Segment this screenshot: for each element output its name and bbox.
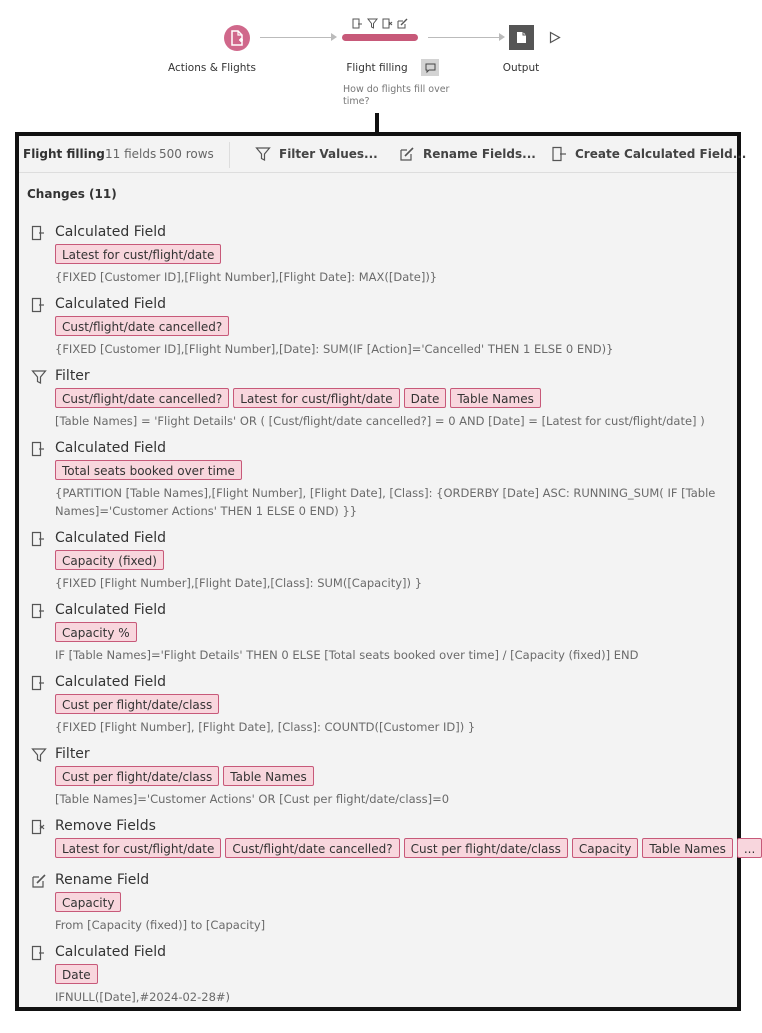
run-play-icon[interactable]: [549, 31, 561, 44]
toolbar-divider: [229, 142, 230, 168]
change-type: Filter: [55, 368, 90, 384]
flow-connector: [428, 37, 500, 38]
field-chip[interactable]: Table Names: [642, 838, 733, 858]
comment-icon: [425, 63, 436, 73]
field-chip[interactable]: Latest for cust/flight/date: [55, 838, 221, 858]
node-label-flight-filling: Flight filling: [346, 62, 408, 74]
field-chip[interactable]: Capacity %: [55, 622, 137, 642]
changes-panel: [15, 132, 756, 1011]
change-expression: From [Capacity (fixed)] to [Capacity]: [55, 918, 266, 932]
add-file-icon: [230, 30, 244, 46]
rename-field-icon: [31, 873, 47, 893]
node-label-actions-flights: Actions & Flights: [168, 62, 256, 74]
change-type: Calculated Field: [55, 224, 167, 240]
comment-button[interactable]: [421, 59, 439, 76]
document-icon: [516, 31, 527, 44]
clean-step-node-flight-filling[interactable]: [342, 34, 418, 41]
field-chips: [55, 964, 98, 984]
change-type: Calculated Field: [55, 530, 167, 546]
field-chips: [55, 622, 137, 642]
calc-field-icon: [31, 531, 45, 551]
change-type: Calculated Field: [55, 674, 167, 690]
field-chip[interactable]: Date: [55, 964, 98, 984]
rename-field-icon: [399, 146, 415, 162]
rename-field-icon: [397, 18, 408, 29]
calc-field-icon: [31, 945, 45, 965]
filter-values-button[interactable]: [255, 136, 378, 172]
field-chips: [55, 316, 229, 336]
node-label-output: Output: [502, 62, 540, 74]
field-chip[interactable]: Cust per flight/date/class: [55, 694, 219, 714]
change-expression: {PARTITION [Table Names],[Flight Number], [Flight Date], [Class]: {ORDERBY [Date] ASC: RUNNING_SUM( IF [Table Names]='Customer Actions' THEN 1 ELSE 0 END) }}: [55, 486, 716, 518]
remove-field-icon: [31, 819, 46, 839]
rename-fields-label: Rename Fields...: [423, 147, 536, 161]
step-change-icons: [352, 18, 408, 29]
step-description: How do flights fill over time?: [343, 84, 450, 107]
flow-connector: [260, 37, 332, 38]
calc-field-icon: [551, 146, 567, 162]
field-chips: [55, 766, 314, 786]
field-chip[interactable]: Table Names: [450, 388, 541, 408]
calc-field-icon: [31, 675, 45, 695]
field-chip[interactable]: Cust/flight/date cancelled?: [55, 316, 229, 336]
change-expression: [Table Names] = 'Flight Details' OR ( [Cust/flight/date cancelled?] = 0 AND [Date] = [Latest for cust/flight/date] ): [55, 414, 705, 428]
change-expression: {FIXED [Flight Number],[Flight Date],[Class]: SUM([Capacity]) }: [55, 576, 423, 590]
field-chip[interactable]: Cust/flight/date cancelled?: [225, 838, 399, 858]
field-chip[interactable]: Latest for cust/flight/date: [55, 244, 221, 264]
filter-values-label: Filter Values...: [279, 147, 378, 161]
step-name: Flight filling: [23, 147, 105, 161]
flow-arrow: [331, 33, 337, 41]
change-expression: {FIXED [Customer ID],[Flight Number],[Flight Date]: MAX([Date])}: [55, 270, 438, 284]
change-type: Calculated Field: [55, 944, 167, 960]
field-chip[interactable]: Date: [404, 388, 447, 408]
calc-field-icon: [31, 297, 45, 317]
change-type: Rename Field: [55, 872, 150, 888]
flow-pane: [0, 0, 756, 130]
field-chip[interactable]: Total seats booked over time: [55, 460, 242, 480]
change-type: Remove Fields: [55, 818, 156, 834]
field-chips: [55, 838, 762, 858]
flow-arrow: [499, 33, 505, 41]
change-expression: IF [Table Names]='Flight Details' THEN 0 ELSE [Total seats booked over time] / [Capacity (fixed)] END: [55, 648, 639, 662]
row-count: 500 rows: [159, 147, 214, 161]
change-expression: {FIXED [Customer ID],[Flight Number],[Date]: SUM(IF [Action]='Cancelled' THEN 1 ELSE 0 END)}: [55, 342, 614, 356]
field-chip[interactable]: Capacity (fixed): [55, 550, 164, 570]
change-expression: {FIXED [Flight Number], [Flight Date], [Class]: COUNTD([Customer ID]) }: [55, 720, 476, 734]
create-calculated-field-label: Create Calculated Field...: [575, 147, 747, 161]
field-chip[interactable]: Cust per flight/date/class: [404, 838, 568, 858]
remove-field-icon: [382, 18, 393, 29]
calc-field-icon: [31, 603, 45, 623]
field-chip[interactable]: Capacity: [572, 838, 638, 858]
field-chips: [55, 694, 219, 714]
field-chip[interactable]: ...: [737, 838, 762, 858]
change-expression: IFNULL([Date],#2024-02-28#): [55, 990, 231, 1004]
calc-field-icon: [31, 441, 45, 461]
calc-field-icon: [352, 18, 363, 29]
selection-pointer: [375, 113, 379, 134]
filter-icon: [31, 747, 47, 767]
change-type: Calculated Field: [55, 296, 167, 312]
filter-icon: [367, 18, 378, 29]
panel-toolbar: [19, 136, 747, 173]
field-chips: [55, 388, 541, 408]
filter-icon: [255, 146, 271, 162]
field-chip[interactable]: Table Names: [223, 766, 314, 786]
field-count: 11 fields: [105, 147, 157, 161]
field-chips: [55, 244, 221, 264]
filter-icon: [31, 369, 47, 389]
changes-header: Changes (11): [27, 187, 117, 201]
change-type: Calculated Field: [55, 602, 167, 618]
field-chips: [55, 550, 164, 570]
change-type: Calculated Field: [55, 440, 167, 456]
field-chip[interactable]: Latest for cust/flight/date: [233, 388, 399, 408]
rename-fields-button[interactable]: [399, 136, 536, 172]
field-chip[interactable]: Cust/flight/date cancelled?: [55, 388, 229, 408]
calc-field-icon: [31, 225, 45, 245]
output-node[interactable]: [509, 25, 534, 50]
field-chips: [55, 892, 121, 912]
field-chips: [55, 460, 242, 480]
change-type: Filter: [55, 746, 90, 762]
field-chip[interactable]: Cust per flight/date/class: [55, 766, 219, 786]
change-expression: [Table Names]='Customer Actions' OR [Cust per flight/date/class]=0: [55, 792, 450, 806]
create-calculated-field-button[interactable]: [551, 136, 746, 172]
input-node-actions-flights[interactable]: [224, 25, 250, 51]
field-chip[interactable]: Capacity: [55, 892, 121, 912]
